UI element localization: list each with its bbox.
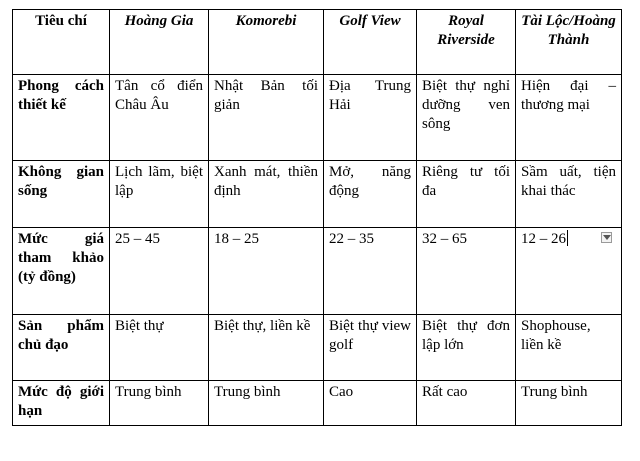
table-cell[interactable]: Địa Trung Hải: [324, 75, 417, 161]
table-row-main-product: [13, 315, 622, 381]
table-cell[interactable]: Trung bình: [110, 381, 209, 426]
table-cell[interactable]: Trung bình: [516, 381, 622, 426]
header-hoang-gia[interactable]: Hoàng Gia: [110, 10, 209, 75]
header-royal-riverside[interactable]: Royal Riverside: [417, 10, 516, 75]
table-cell[interactable]: 22 – 35: [324, 228, 417, 315]
table-cell[interactable]: Lịch lãm, biệt lập: [110, 161, 209, 228]
table-cell[interactable]: Rất cao: [417, 381, 516, 426]
dropdown-arrow-icon[interactable]: [601, 232, 612, 243]
table-cell[interactable]: Tân cổ điển Châu Âu: [110, 75, 209, 161]
table-row-living-space: [13, 161, 622, 228]
table-cell[interactable]: Mở, năng động: [324, 161, 417, 228]
table-row-limitation: [13, 381, 622, 426]
table-cell[interactable]: Riêng tư tối đa: [417, 161, 516, 228]
cell-text: 12 – 26: [521, 231, 566, 247]
table-cell[interactable]: Cao: [324, 381, 417, 426]
header-criteria[interactable]: Tiêu chí: [13, 10, 110, 75]
header-golf-view[interactable]: Golf View: [324, 10, 417, 75]
header-tai-loc-hoang-thanh[interactable]: Tài Lộc/Hoàng Thành: [516, 10, 622, 75]
table-cell[interactable]: Trung bình: [209, 381, 324, 426]
table-cell[interactable]: 18 – 25: [209, 228, 324, 315]
table-cell[interactable]: Nhật Bản tối giản: [209, 75, 324, 161]
table-cell[interactable]: Biệt thự, liền kề: [209, 315, 324, 381]
row-header-living-space[interactable]: Không gian sống: [13, 161, 110, 228]
text-cursor: [567, 230, 568, 246]
row-header-design-style[interactable]: Phong cách thiết kế: [13, 75, 110, 161]
row-header-main-product[interactable]: Sản phẩm chủ đạo: [13, 315, 110, 381]
table-cell-editing[interactable]: [516, 228, 622, 315]
table-row-price: [13, 228, 622, 315]
comparison-table: [12, 9, 622, 426]
table-cell[interactable]: Shophouse, liền kề: [516, 315, 622, 381]
table-cell[interactable]: Biệt thự đơn lập lớn: [417, 315, 516, 381]
table-row-design-style: [13, 75, 622, 161]
table-cell[interactable]: Biệt thự nghỉ dưỡng ven sông: [417, 75, 516, 161]
table-cell[interactable]: 25 – 45: [110, 228, 209, 315]
header-row: [13, 10, 622, 75]
table-cell[interactable]: Xanh mát, thiền định: [209, 161, 324, 228]
table-cell[interactable]: Biệt thự view golf: [324, 315, 417, 381]
row-header-limitation[interactable]: Mức độ giới hạn: [13, 381, 110, 426]
table-cell[interactable]: Hiện đại – thương mại: [516, 75, 622, 161]
table-cell[interactable]: 32 – 65: [417, 228, 516, 315]
table-cell[interactable]: Sầm uất, tiện khai thác: [516, 161, 622, 228]
header-komorebi[interactable]: Komorebi: [209, 10, 324, 75]
row-header-price[interactable]: Mức giá tham khảo (tỷ đồng): [13, 228, 110, 315]
table-cell[interactable]: Biệt thự: [110, 315, 209, 381]
